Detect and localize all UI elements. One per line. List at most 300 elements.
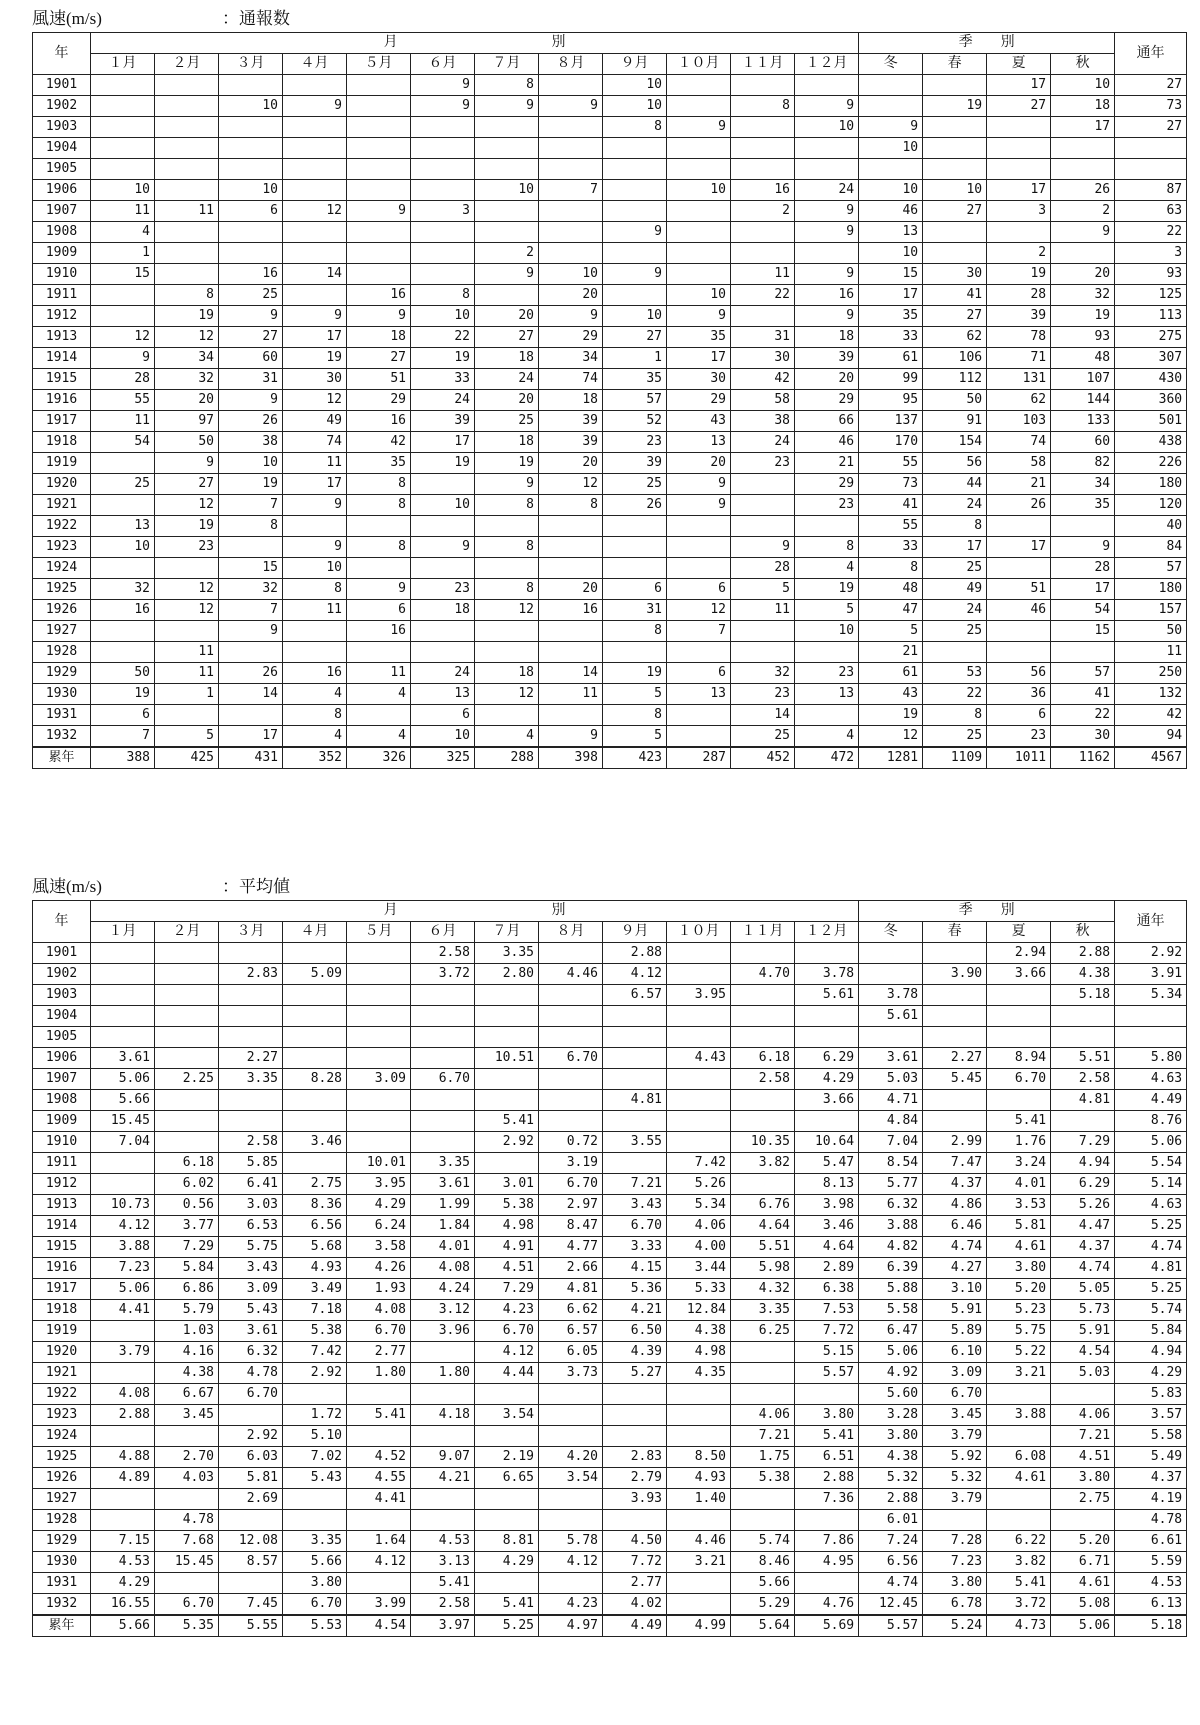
value-cell [411, 474, 475, 495]
value-cell: 13 [667, 432, 731, 453]
value-cell [475, 1069, 539, 1090]
value-cell: 5.22 [987, 1342, 1051, 1363]
value-cell [539, 1489, 603, 1510]
value-cell: 3.35 [411, 1153, 475, 1174]
value-cell: 97 [155, 411, 219, 432]
table-row [33, 558, 1187, 579]
total-row [33, 747, 1187, 769]
value-cell: 11 [539, 684, 603, 705]
value-cell: 4.78 [1115, 1510, 1187, 1531]
value-cell [731, 138, 795, 159]
value-cell: 3.19 [539, 1153, 603, 1174]
value-cell: 3.88 [91, 1237, 155, 1258]
value-cell [1051, 159, 1115, 180]
value-cell: 4.94 [1115, 1342, 1187, 1363]
value-cell: 30 [731, 348, 795, 369]
value-cell [1051, 1111, 1115, 1132]
value-cell: 60 [219, 348, 283, 369]
value-cell: 5.51 [1051, 1048, 1115, 1069]
value-cell: 7.15 [91, 1531, 155, 1552]
value-cell [731, 985, 795, 1006]
value-cell: 5 [859, 621, 923, 642]
value-cell: 5.84 [155, 1258, 219, 1279]
value-cell [795, 1006, 859, 1027]
value-cell: 5.81 [987, 1216, 1051, 1237]
value-cell [731, 1006, 795, 1027]
value-cell: 3.72 [411, 964, 475, 985]
value-cell: 4.03 [155, 1468, 219, 1489]
year-cell: 累年 [33, 747, 91, 769]
value-cell [475, 222, 539, 243]
year-cell: 1920 [33, 474, 91, 495]
value-cell [347, 1132, 411, 1153]
value-cell [667, 1132, 731, 1153]
value-cell [283, 1384, 347, 1405]
value-cell [411, 1342, 475, 1363]
value-cell: 2.88 [91, 1405, 155, 1426]
value-cell: 56 [923, 453, 987, 474]
value-cell: 19 [1051, 306, 1115, 327]
value-cell: 4.74 [923, 1237, 987, 1258]
value-cell: 7 [91, 726, 155, 748]
value-cell: 3.12 [411, 1300, 475, 1321]
value-cell: 21 [987, 474, 1051, 495]
value-cell: 23 [795, 663, 859, 684]
value-cell: 10 [859, 138, 923, 159]
value-cell: 9 [795, 222, 859, 243]
value-cell [603, 1384, 667, 1405]
value-cell: 4.77 [539, 1237, 603, 1258]
value-cell: 24 [475, 369, 539, 390]
value-cell: 7.28 [923, 1531, 987, 1552]
value-cell: 4.78 [219, 1363, 283, 1384]
value-cell: 26 [219, 663, 283, 684]
table-row [33, 96, 1187, 117]
value-cell: 3.72 [987, 1594, 1051, 1616]
value-cell: 48 [1051, 348, 1115, 369]
value-cell [923, 138, 987, 159]
value-cell: 49 [283, 411, 347, 432]
value-cell: 18 [475, 663, 539, 684]
value-cell [283, 1111, 347, 1132]
value-cell [1051, 1510, 1115, 1531]
table-row [33, 1069, 1187, 1090]
value-cell: 18 [347, 327, 411, 348]
table-row [33, 642, 1187, 663]
value-cell: 10 [667, 285, 731, 306]
value-cell: 2.79 [603, 1468, 667, 1489]
value-cell [219, 1027, 283, 1048]
value-cell [411, 1384, 475, 1405]
value-cell: 39 [411, 411, 475, 432]
table-row [33, 537, 1187, 558]
value-cell: 3.46 [795, 1216, 859, 1237]
value-cell: 423 [603, 747, 667, 769]
value-cell [1051, 243, 1115, 264]
value-cell: 27 [475, 327, 539, 348]
value-cell: 4.32 [731, 1279, 795, 1300]
value-cell: 30 [667, 369, 731, 390]
value-cell: 20 [155, 390, 219, 411]
value-cell: 3.61 [91, 1048, 155, 1069]
table-row [33, 1426, 1187, 1447]
value-cell: 4.54 [347, 1615, 411, 1637]
value-cell: 4.76 [795, 1594, 859, 1616]
value-cell: 36 [987, 684, 1051, 705]
value-cell [603, 1405, 667, 1426]
value-cell [539, 943, 603, 964]
value-cell: 30 [283, 369, 347, 390]
value-cell [667, 201, 731, 222]
value-cell: 15.45 [91, 1111, 155, 1132]
value-cell: 42 [347, 432, 411, 453]
value-cell [603, 201, 667, 222]
value-cell: 9 [475, 96, 539, 117]
value-cell: 8.76 [1115, 1111, 1187, 1132]
value-cell: 6.70 [987, 1069, 1051, 1090]
table-row [33, 705, 1187, 726]
value-cell [347, 1426, 411, 1447]
value-cell: 1.03 [155, 1321, 219, 1342]
table-row [33, 1090, 1187, 1111]
value-cell: 26 [1051, 180, 1115, 201]
value-cell: 6.39 [859, 1258, 923, 1279]
value-cell: 3.95 [667, 985, 731, 1006]
value-cell: 5.61 [859, 1006, 923, 1027]
year-cell: 1903 [33, 117, 91, 138]
value-cell: 6.78 [923, 1594, 987, 1616]
value-cell: 9 [539, 96, 603, 117]
value-cell: 398 [539, 747, 603, 769]
season-group-header: 季 別 [859, 33, 1115, 54]
value-cell: 2.92 [475, 1132, 539, 1153]
month-header: ４月 [283, 922, 347, 943]
value-cell: 17 [987, 537, 1051, 558]
value-cell: 6.22 [987, 1531, 1051, 1552]
table-row [33, 306, 1187, 327]
value-cell [539, 1090, 603, 1111]
value-cell: 84 [1115, 537, 1187, 558]
value-cell: 7 [539, 180, 603, 201]
value-cell: 3.80 [283, 1573, 347, 1594]
report-count-section [32, 6, 1182, 769]
value-cell: 3.82 [987, 1552, 1051, 1573]
value-cell [283, 1510, 347, 1531]
value-cell: 10 [91, 537, 155, 558]
year-cell: 1907 [33, 1069, 91, 1090]
table-row [33, 1342, 1187, 1363]
value-cell: 35 [603, 369, 667, 390]
value-cell: 7.21 [731, 1426, 795, 1447]
table-row [33, 1111, 1187, 1132]
value-cell: 7.29 [1051, 1132, 1115, 1153]
value-cell: 2 [1051, 201, 1115, 222]
value-cell: 9 [411, 96, 475, 117]
value-cell: 5.41 [475, 1594, 539, 1616]
value-cell [155, 558, 219, 579]
value-cell [859, 943, 923, 964]
value-cell [91, 1027, 155, 1048]
value-cell: 5.73 [1051, 1300, 1115, 1321]
year-cell: 1911 [33, 285, 91, 306]
value-cell: 5.59 [1115, 1552, 1187, 1573]
table-row [33, 1573, 1187, 1594]
value-cell [1051, 138, 1115, 159]
value-cell: 2.99 [923, 1132, 987, 1153]
value-cell: 5 [795, 600, 859, 621]
value-cell: 7.02 [283, 1447, 347, 1468]
value-cell [219, 537, 283, 558]
table-row [33, 390, 1187, 411]
value-cell: 11 [155, 201, 219, 222]
value-cell [347, 159, 411, 180]
value-cell: 18 [475, 432, 539, 453]
value-cell: 5.41 [987, 1111, 1051, 1132]
value-cell [283, 243, 347, 264]
year-cell: 1913 [33, 1195, 91, 1216]
value-cell [923, 1111, 987, 1132]
value-cell: 8 [411, 285, 475, 306]
value-cell [603, 243, 667, 264]
year-header: 年 [33, 901, 91, 943]
value-cell: 3.77 [155, 1216, 219, 1237]
month-header: ７月 [475, 54, 539, 75]
value-cell [731, 75, 795, 96]
value-cell: 3.55 [603, 1132, 667, 1153]
value-cell [475, 138, 539, 159]
season-header: 夏 [987, 922, 1051, 943]
value-cell: 93 [1115, 264, 1187, 285]
value-cell: 58 [731, 390, 795, 411]
value-cell [219, 243, 283, 264]
report-count-body [33, 75, 1187, 769]
value-cell [923, 1006, 987, 1027]
value-cell [283, 1027, 347, 1048]
value-cell [219, 75, 283, 96]
value-cell: 3.21 [987, 1363, 1051, 1384]
value-cell: 17 [1051, 579, 1115, 600]
value-cell [411, 180, 475, 201]
value-cell: 5.06 [1051, 1615, 1115, 1637]
value-cell [987, 1027, 1051, 1048]
value-cell: 2.75 [283, 1174, 347, 1195]
value-cell: 9 [283, 537, 347, 558]
value-cell: 4.27 [923, 1258, 987, 1279]
value-cell: 1162 [1051, 747, 1115, 769]
value-cell: 5.84 [1115, 1321, 1187, 1342]
value-cell: 24 [795, 180, 859, 201]
value-cell: 6.76 [731, 1195, 795, 1216]
value-cell: 6.46 [923, 1216, 987, 1237]
value-cell [539, 1027, 603, 1048]
table-row [33, 1237, 1187, 1258]
value-cell: 3.57 [1115, 1405, 1187, 1426]
value-cell: 46 [795, 432, 859, 453]
value-cell: 6.25 [731, 1321, 795, 1342]
table-row [33, 600, 1187, 621]
average-subheader-row [33, 922, 1187, 943]
value-cell: 4.08 [411, 1258, 475, 1279]
value-cell: 6.70 [923, 1384, 987, 1405]
value-cell: 99 [859, 369, 923, 390]
year-cell: 1926 [33, 1468, 91, 1489]
value-cell [539, 1573, 603, 1594]
value-cell: 2.66 [539, 1258, 603, 1279]
value-cell [731, 1489, 795, 1510]
value-cell: 4.93 [283, 1258, 347, 1279]
value-cell [347, 243, 411, 264]
value-cell: 4.38 [667, 1321, 731, 1342]
value-cell: 9 [539, 726, 603, 748]
value-cell [667, 243, 731, 264]
value-cell: 3.54 [539, 1468, 603, 1489]
value-cell: 4.55 [347, 1468, 411, 1489]
value-cell: 5.34 [1115, 985, 1187, 1006]
value-cell: 6.24 [347, 1216, 411, 1237]
value-cell: 2.25 [155, 1069, 219, 1090]
value-cell: 20 [667, 453, 731, 474]
value-cell [411, 1006, 475, 1027]
value-cell: 7 [219, 600, 283, 621]
value-cell: 23 [155, 537, 219, 558]
year-cell: 1917 [33, 1279, 91, 1300]
value-cell: 4 [91, 222, 155, 243]
value-cell: 31 [603, 600, 667, 621]
value-cell: 4.41 [347, 1489, 411, 1510]
value-cell [603, 285, 667, 306]
value-cell: 1.75 [731, 1447, 795, 1468]
value-cell: 95 [859, 390, 923, 411]
value-cell: 4.98 [667, 1342, 731, 1363]
value-cell: 4.51 [475, 1258, 539, 1279]
value-cell: 6 [219, 201, 283, 222]
table-row [33, 264, 1187, 285]
value-cell [347, 1510, 411, 1531]
value-cell: 7.21 [1051, 1426, 1115, 1447]
value-cell: 10 [603, 96, 667, 117]
year-cell: 1921 [33, 1363, 91, 1384]
table-row [33, 432, 1187, 453]
table-row [33, 1132, 1187, 1153]
value-cell: 10 [923, 180, 987, 201]
value-cell: 24 [411, 390, 475, 411]
value-cell: 3.91 [1115, 964, 1187, 985]
value-cell [603, 558, 667, 579]
value-cell [91, 96, 155, 117]
value-cell: 8.50 [667, 1447, 731, 1468]
value-cell: 15 [859, 264, 923, 285]
value-cell [475, 285, 539, 306]
value-cell: 5.43 [219, 1300, 283, 1321]
value-cell: 6.29 [795, 1048, 859, 1069]
value-cell: 10.01 [347, 1153, 411, 1174]
value-cell: 6.18 [155, 1153, 219, 1174]
value-cell: 5.38 [731, 1468, 795, 1489]
value-cell: 40 [1115, 516, 1187, 537]
value-cell: 6.70 [283, 1594, 347, 1616]
value-cell [155, 75, 219, 96]
value-cell [667, 222, 731, 243]
value-cell: 3.54 [475, 1405, 539, 1426]
value-cell: 4.38 [155, 1363, 219, 1384]
value-cell [539, 222, 603, 243]
value-cell: 9 [283, 306, 347, 327]
value-cell [539, 621, 603, 642]
table-row [33, 1279, 1187, 1300]
month-header: ８月 [539, 922, 603, 943]
value-cell: 5.33 [667, 1279, 731, 1300]
value-cell: 7.18 [283, 1300, 347, 1321]
table-row [33, 579, 1187, 600]
value-cell: 1 [91, 243, 155, 264]
value-cell [91, 1489, 155, 1510]
value-cell: 25 [603, 474, 667, 495]
value-cell: 27 [1115, 117, 1187, 138]
value-cell [923, 243, 987, 264]
value-cell: 4.74 [1115, 1237, 1187, 1258]
year-cell: 1906 [33, 1048, 91, 1069]
month-header: ６月 [411, 54, 475, 75]
year-cell: 1927 [33, 1489, 91, 1510]
value-cell: 44 [923, 474, 987, 495]
value-cell [859, 964, 923, 985]
value-cell [475, 705, 539, 726]
value-cell: 9 [219, 390, 283, 411]
value-cell: 4.74 [859, 1573, 923, 1594]
value-cell [667, 264, 731, 285]
value-cell [667, 1573, 731, 1594]
value-cell: 74 [539, 369, 603, 390]
value-cell [155, 1573, 219, 1594]
value-cell: 10 [219, 180, 283, 201]
value-cell [731, 1363, 795, 1384]
value-cell [603, 1426, 667, 1447]
value-cell: 27 [219, 327, 283, 348]
value-cell: 6.18 [731, 1048, 795, 1069]
value-cell: 57 [1115, 558, 1187, 579]
value-cell: 125 [1115, 285, 1187, 306]
value-cell: 25 [475, 411, 539, 432]
value-cell [347, 96, 411, 117]
value-cell [1115, 1027, 1187, 1048]
value-cell: 18 [539, 390, 603, 411]
value-cell: 3.58 [347, 1237, 411, 1258]
value-cell [603, 159, 667, 180]
value-cell: 9 [1051, 537, 1115, 558]
value-cell: 5.05 [1051, 1279, 1115, 1300]
value-cell: 57 [1051, 663, 1115, 684]
value-cell: 4.82 [859, 1237, 923, 1258]
value-cell [987, 1384, 1051, 1405]
value-cell: 12 [859, 726, 923, 748]
value-cell [667, 537, 731, 558]
value-cell [539, 985, 603, 1006]
value-cell: 8 [155, 285, 219, 306]
value-cell: 2.80 [475, 964, 539, 985]
value-cell: 452 [731, 747, 795, 769]
value-cell: 82 [1051, 453, 1115, 474]
value-cell: 5.49 [1115, 1447, 1187, 1468]
value-cell: 25 [923, 726, 987, 748]
value-cell [411, 222, 475, 243]
value-cell [731, 1090, 795, 1111]
value-cell: 17 [283, 327, 347, 348]
value-cell: 43 [667, 411, 731, 432]
value-cell: 17 [987, 180, 1051, 201]
value-cell: 9 [731, 537, 795, 558]
value-cell: 4567 [1115, 747, 1187, 769]
value-cell [283, 1090, 347, 1111]
